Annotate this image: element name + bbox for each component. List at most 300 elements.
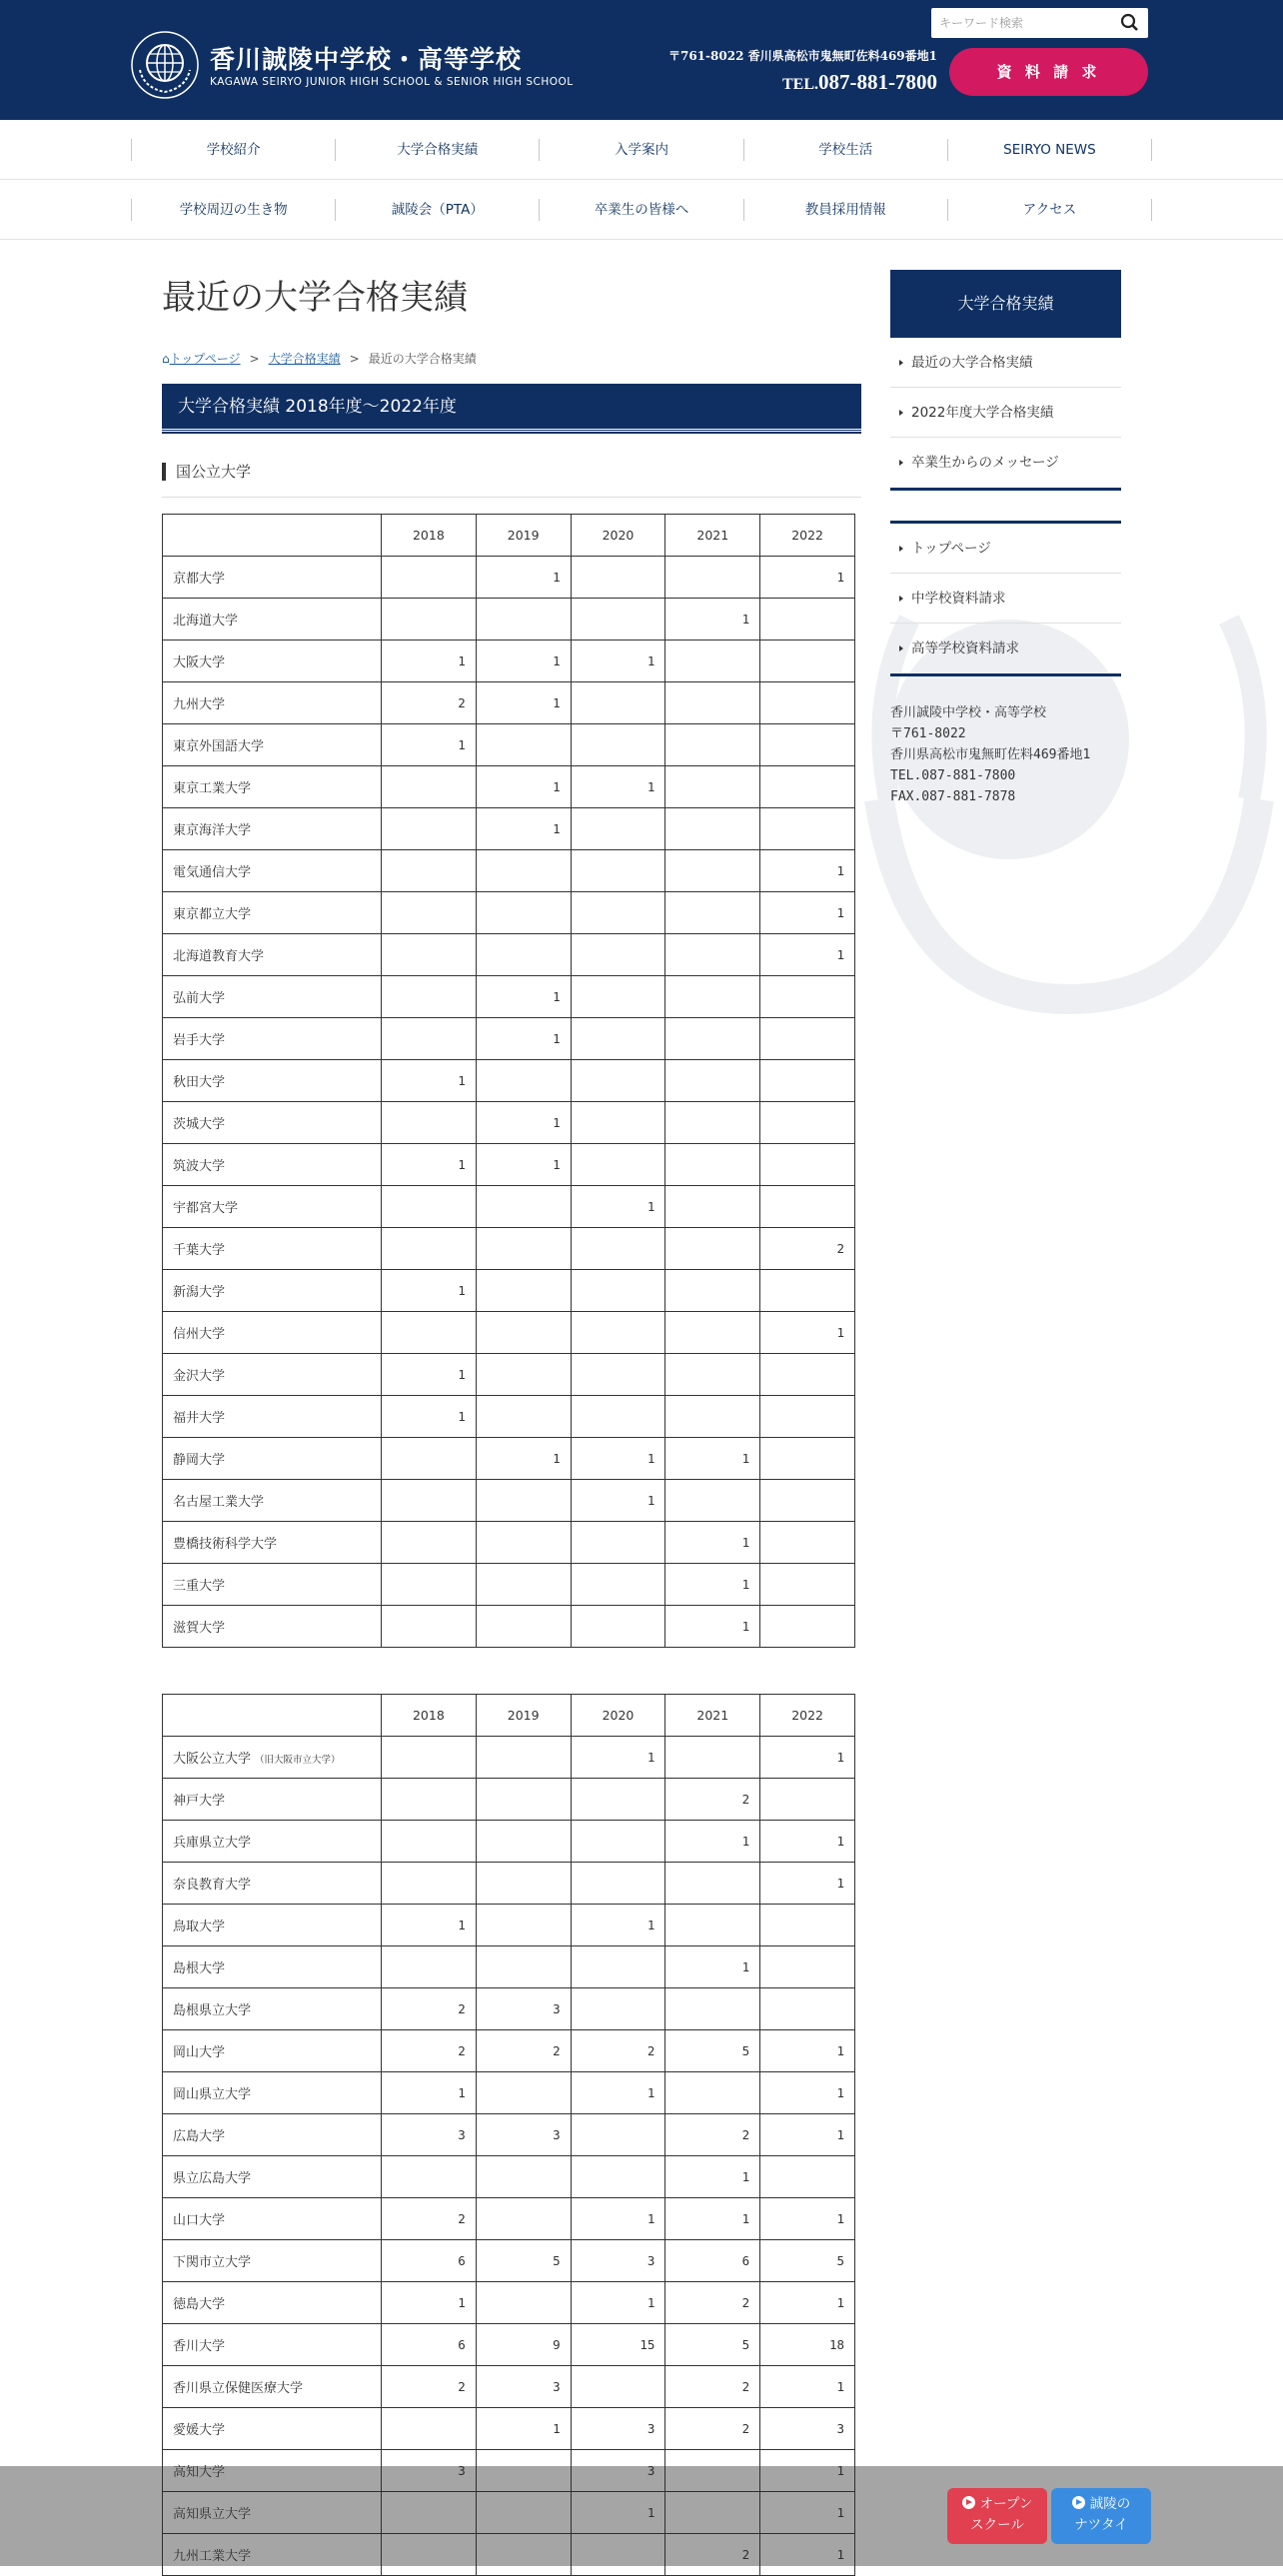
count-cell	[382, 1737, 477, 1779]
university-label: 東京工業大学	[173, 781, 252, 796]
table-row	[163, 2408, 855, 2450]
nav-item-creatures[interactable]: 学校周辺の生き物	[131, 199, 335, 221]
count-cell	[476, 1821, 571, 1863]
table-row	[163, 1312, 855, 1354]
university-label: 東京都立大学	[173, 907, 252, 922]
count-cell	[760, 1060, 855, 1102]
count-cell: 1	[382, 1144, 477, 1186]
count-cell	[382, 1946, 477, 1988]
university-name	[163, 2198, 382, 2240]
count-cell: 1	[571, 1737, 665, 1779]
table-row	[163, 1779, 855, 1821]
search-icon[interactable]	[1112, 8, 1148, 38]
count-cell	[665, 976, 760, 1018]
count-cell	[476, 2156, 571, 2198]
university-label: 大阪大学	[173, 655, 226, 670]
count-cell	[382, 1102, 477, 1144]
count-cell: 2	[665, 2114, 760, 2156]
university-label: 神戸大学	[173, 1794, 226, 1809]
count-cell	[476, 934, 571, 976]
university-label: 東京海洋大学	[173, 823, 252, 838]
nav-item-access[interactable]: アクセス	[947, 199, 1152, 221]
count-cell: 1	[476, 682, 571, 724]
count-cell	[760, 2156, 855, 2198]
count-cell	[476, 1396, 571, 1438]
count-cell: 1	[760, 2450, 855, 2492]
count-cell	[476, 1480, 571, 1522]
count-cell: 1	[760, 2282, 855, 2324]
results-table-2	[162, 1694, 855, 2576]
university-label: 豊橋技術科学大学	[173, 1537, 278, 1552]
university-name	[163, 1060, 382, 1102]
count-cell	[476, 1737, 571, 1779]
count-cell: 1	[476, 808, 571, 850]
table-row	[163, 1018, 855, 1060]
table-row	[163, 2366, 855, 2408]
count-cell: 1	[476, 641, 571, 682]
secondary-nav	[0, 180, 1283, 240]
university-name	[163, 1312, 382, 1354]
university-name	[163, 976, 382, 1018]
count-cell: 2	[476, 2030, 571, 2072]
count-cell	[665, 1270, 760, 1312]
university-name	[163, 641, 382, 682]
count-cell	[571, 2366, 665, 2408]
count-cell: 1	[382, 1905, 477, 1946]
count-cell	[665, 1737, 760, 1779]
count-cell: 3	[571, 2408, 665, 2450]
count-cell	[571, 808, 665, 850]
section-title-bar: 大学合格実績 2018年度～2022年度	[162, 384, 861, 432]
count-cell	[665, 1863, 760, 1905]
count-cell	[760, 1564, 855, 1606]
count-cell: 2	[665, 2282, 760, 2324]
count-cell: 1	[760, 2114, 855, 2156]
university-name	[163, 1779, 382, 1821]
table-row	[163, 1522, 855, 1564]
count-cell: 1	[760, 2366, 855, 2408]
university-label: 北海道大学	[173, 614, 239, 629]
count-cell	[665, 1228, 760, 1270]
count-cell: 1	[571, 1438, 665, 1480]
table-row	[163, 1606, 855, 1648]
count-cell: 1	[571, 1186, 665, 1228]
university-label: 静岡大学	[173, 1453, 226, 1468]
table-row	[163, 1270, 855, 1312]
university-label: 奈良教育大学	[173, 1878, 252, 1893]
count-cell: 1	[571, 1480, 665, 1522]
nav-item-alumni[interactable]: 卒業生の皆様へ	[539, 199, 742, 221]
count-cell: 1	[665, 1438, 760, 1480]
university-name	[163, 934, 382, 976]
count-cell: 1	[476, 1144, 571, 1186]
university-name	[163, 1396, 382, 1438]
count-cell	[760, 1354, 855, 1396]
university-note: （旧大阪市立大学）	[255, 1755, 341, 1766]
info-line: TEL.087-881-7800	[890, 768, 1016, 783]
count-cell	[382, 1186, 477, 1228]
count-cell	[571, 1228, 665, 1270]
count-cell	[571, 557, 665, 599]
count-cell: 3	[476, 2114, 571, 2156]
header-cell-blank	[163, 1695, 382, 1737]
university-label: 兵庫県立大学	[173, 1836, 252, 1851]
table-row	[163, 2156, 855, 2198]
school-emblem-icon[interactable]	[130, 30, 200, 100]
count-cell	[665, 1060, 760, 1102]
main-content	[162, 270, 861, 2564]
play-circle-icon	[1072, 2496, 1085, 2509]
university-name	[163, 1988, 382, 2030]
count-cell	[571, 1312, 665, 1354]
table-row	[163, 2114, 855, 2156]
natsutai-label-1: 誠陵の	[1089, 2496, 1131, 2512]
table-row	[163, 1737, 855, 1779]
university-label: 千葉大学	[173, 1243, 226, 1258]
university-label: 大阪公立大学	[173, 1752, 252, 1767]
count-cell: 3	[476, 2366, 571, 2408]
count-cell	[571, 2156, 665, 2198]
university-name	[163, 1018, 382, 1060]
breadcrumb-parent[interactable]: 大学合格実績	[268, 352, 341, 366]
sidebar-item-2022-results[interactable]: 2022年度大学合格実績	[890, 388, 1121, 438]
count-cell: 2	[571, 2030, 665, 2072]
count-cell: 1	[382, 641, 477, 682]
university-label: 下関市立大学	[173, 2255, 252, 2270]
count-cell: 2	[760, 1228, 855, 1270]
university-name	[163, 1186, 382, 1228]
count-cell	[476, 2282, 571, 2324]
year-header: 2018	[382, 1695, 477, 1737]
count-cell	[665, 1354, 760, 1396]
count-cell	[476, 2072, 571, 2114]
count-cell	[476, 1606, 571, 1648]
count-cell: 1	[571, 641, 665, 682]
table-row	[163, 2240, 855, 2282]
count-cell	[571, 724, 665, 766]
sidebar-item-top[interactable]: トップページ	[890, 524, 1121, 574]
count-cell: 2	[665, 1779, 760, 1821]
school-name[interactable]: 香川誠陵中学校・高等学校	[210, 45, 523, 74]
university-label: 弘前大学	[173, 991, 226, 1006]
count-cell: 1	[760, 2534, 855, 2576]
table-row	[163, 2324, 855, 2366]
table-row	[163, 599, 855, 641]
count-cell: 1	[382, 1396, 477, 1438]
natsutai-button[interactable]	[1051, 2488, 1151, 2544]
count-cell	[571, 682, 665, 724]
count-cell: 1	[571, 2282, 665, 2324]
search-input[interactable]	[931, 8, 1111, 38]
count-cell	[665, 1905, 760, 1946]
table-row	[163, 1396, 855, 1438]
table-row	[163, 1821, 855, 1863]
count-cell	[571, 1102, 665, 1144]
breadcrumb-current: 最近の大学合格実績	[368, 352, 477, 366]
count-cell: 1	[760, 892, 855, 934]
open-school-label-2: スクール	[970, 2517, 1024, 2533]
nav-item-seiryo-news[interactable]: SEIRYO NEWS	[947, 139, 1152, 161]
count-cell: 1	[571, 2072, 665, 2114]
count-cell	[665, 1186, 760, 1228]
university-label: 岩手大学	[173, 1033, 226, 1048]
count-cell	[665, 808, 760, 850]
count-cell: 1	[760, 850, 855, 892]
sidebar-item-recent-results[interactable]: 最近の大学合格実績	[890, 338, 1121, 388]
count-cell	[382, 599, 477, 641]
university-name	[163, 1270, 382, 1312]
count-cell	[665, 682, 760, 724]
count-cell: 1	[476, 557, 571, 599]
count-cell	[571, 2114, 665, 2156]
count-cell	[760, 1018, 855, 1060]
university-label: 三重大学	[173, 1579, 226, 1594]
university-name	[163, 892, 382, 934]
university-label: 鳥取大学	[173, 1920, 226, 1934]
count-cell	[571, 1354, 665, 1396]
count-cell	[665, 557, 760, 599]
table-row	[163, 892, 855, 934]
university-label: 愛媛大学	[173, 2423, 226, 2438]
university-label: 宇都宮大学	[173, 1201, 239, 1216]
count-cell	[760, 766, 855, 808]
count-cell	[760, 808, 855, 850]
count-cell	[760, 724, 855, 766]
play-circle-icon	[962, 2496, 975, 2509]
university-label: 岡山県立大学	[173, 2087, 252, 2102]
sidebar-item-hs-request[interactable]: 高等学校資料請求	[890, 624, 1121, 673]
count-cell: 1	[476, 766, 571, 808]
university-label: 広島大学	[173, 2129, 226, 2144]
table-row	[163, 2030, 855, 2072]
school-name-en: KAGAWA SEIRYO JUNIOR HIGH SCHOOL & SENIOR HIGH SCHOOL	[210, 76, 574, 88]
count-cell: 3	[382, 2114, 477, 2156]
count-cell	[476, 1228, 571, 1270]
count-cell: 1	[665, 1564, 760, 1606]
count-cell	[760, 682, 855, 724]
count-cell	[382, 1228, 477, 1270]
university-name	[163, 2324, 382, 2366]
count-cell	[382, 1438, 477, 1480]
university-name	[163, 2366, 382, 2408]
count-cell	[571, 1946, 665, 1988]
university-name	[163, 1863, 382, 1905]
table-header-row	[163, 515, 855, 557]
university-name	[163, 1354, 382, 1396]
university-label: 香川大学	[173, 2339, 226, 2354]
count-cell: 1	[382, 1270, 477, 1312]
nav-item-school-life[interactable]: 学校生活	[743, 139, 947, 161]
nav-item-recruitment[interactable]: 教員採用情報	[743, 199, 947, 221]
count-cell: 1	[571, 2198, 665, 2240]
university-label: 滋賀大学	[173, 1621, 226, 1636]
count-cell: 5	[665, 2324, 760, 2366]
breadcrumb-separator: >	[349, 352, 360, 366]
sidebar-item-jhs-request[interactable]: 中学校資料請求	[890, 574, 1121, 624]
count-cell: 9	[476, 2324, 571, 2366]
count-cell: 5	[665, 2030, 760, 2072]
count-cell: 6	[382, 2324, 477, 2366]
nav-item-university-results[interactable]: 大学合格実績	[335, 139, 539, 161]
count-cell	[571, 599, 665, 641]
count-cell	[476, 1946, 571, 1988]
count-cell	[382, 2156, 477, 2198]
count-cell: 1	[760, 2030, 855, 2072]
count-cell	[571, 1779, 665, 1821]
count-cell: 1	[476, 1018, 571, 1060]
site-header	[0, 0, 1283, 120]
count-cell	[760, 1779, 855, 1821]
count-cell: 1	[665, 1522, 760, 1564]
university-label: 徳島大学	[173, 2297, 226, 2312]
count-cell	[382, 1821, 477, 1863]
table-row	[163, 808, 855, 850]
count-cell	[571, 850, 665, 892]
count-cell	[571, 1270, 665, 1312]
count-cell	[571, 1522, 665, 1564]
count-cell: 2	[665, 2408, 760, 2450]
count-cell	[382, 1564, 477, 1606]
count-cell	[476, 1060, 571, 1102]
year-header: 2018	[382, 515, 477, 557]
count-cell: 1	[665, 1946, 760, 1988]
count-cell	[760, 1396, 855, 1438]
search-box	[931, 8, 1148, 38]
count-cell	[382, 1863, 477, 1905]
count-cell: 3	[760, 2408, 855, 2450]
count-cell	[382, 1522, 477, 1564]
count-cell	[382, 850, 477, 892]
count-cell: 1	[476, 2408, 571, 2450]
count-cell	[665, 1312, 760, 1354]
university-name	[163, 850, 382, 892]
breadcrumb	[162, 350, 477, 367]
count-cell: 3	[382, 2450, 477, 2492]
count-cell	[571, 1018, 665, 1060]
page-title: 最近の大学合格実績	[162, 278, 468, 318]
count-cell	[571, 1606, 665, 1648]
table-row	[163, 2072, 855, 2114]
count-cell	[760, 976, 855, 1018]
home-icon[interactable]: ⌂	[162, 352, 170, 366]
university-label: 電気通信大学	[173, 865, 252, 880]
tel-prefix: TEL.	[781, 76, 818, 93]
university-label: 高知県立大学	[173, 2507, 252, 2522]
university-name	[163, 2408, 382, 2450]
university-name	[163, 599, 382, 641]
count-cell: 15	[571, 2324, 665, 2366]
count-cell: 1	[571, 766, 665, 808]
university-label: 名古屋工業大学	[173, 1495, 265, 1510]
natsutai-label-2: ナツタイ	[1074, 2517, 1128, 2533]
count-cell	[760, 1270, 855, 1312]
school-info	[890, 702, 1121, 807]
count-cell	[760, 1144, 855, 1186]
count-cell	[476, 1905, 571, 1946]
count-cell	[665, 1396, 760, 1438]
open-school-label-1: オープン	[979, 2496, 1033, 2512]
count-cell	[665, 724, 760, 766]
nav-item-pta[interactable]: 誠陵会（PTA）	[335, 199, 539, 221]
nav-item-admission[interactable]: 入学案内	[539, 139, 742, 161]
count-cell: 1	[760, 1737, 855, 1779]
count-cell	[571, 1863, 665, 1905]
count-cell	[476, 599, 571, 641]
count-cell	[665, 641, 760, 682]
table-row	[163, 1186, 855, 1228]
count-cell	[760, 1946, 855, 1988]
count-cell: 2	[382, 1988, 477, 2030]
year-header: 2020	[571, 515, 665, 557]
university-label: 県立広島大学	[173, 2171, 252, 2186]
count-cell: 1	[476, 1438, 571, 1480]
nav-item-school-intro[interactable]: 学校紹介	[131, 139, 335, 161]
university-label: 高知大学	[173, 2465, 226, 2480]
university-name	[163, 1438, 382, 1480]
table-row	[163, 1946, 855, 1988]
university-label: 福井大学	[173, 1411, 226, 1426]
table-row	[163, 766, 855, 808]
university-name	[163, 1606, 382, 1648]
header-address: 〒761-8022 香川県高松市鬼無町佐料469番地1	[667, 49, 937, 63]
count-cell	[571, 1988, 665, 2030]
university-name	[163, 1737, 382, 1779]
count-cell	[760, 599, 855, 641]
request-materials-button[interactable]: 資 料 請 求	[949, 48, 1148, 96]
university-label: 信州大学	[173, 1327, 226, 1342]
count-cell: 1	[476, 976, 571, 1018]
table-row	[163, 1228, 855, 1270]
breadcrumb-home[interactable]: トップページ	[169, 352, 241, 366]
university-label: 新潟大学	[173, 1285, 226, 1300]
count-cell: 1	[665, 1821, 760, 1863]
count-cell: 1	[382, 1354, 477, 1396]
university-label: 九州大学	[173, 697, 226, 712]
count-cell: 1	[760, 1821, 855, 1863]
university-name	[163, 2156, 382, 2198]
sidebar-item-alumni-message[interactable]: 卒業生からのメッセージ	[890, 438, 1121, 488]
count-cell	[665, 850, 760, 892]
count-cell: 1	[571, 1905, 665, 1946]
table-row	[163, 1905, 855, 1946]
primary-nav	[0, 120, 1283, 180]
count-cell: 1	[665, 1606, 760, 1648]
university-label: 山口大学	[173, 2213, 226, 2228]
table-row	[163, 1438, 855, 1480]
count-cell	[382, 2408, 477, 2450]
count-cell	[476, 1312, 571, 1354]
count-cell: 5	[476, 2240, 571, 2282]
university-name	[163, 1821, 382, 1863]
count-cell	[665, 934, 760, 976]
count-cell	[571, 1396, 665, 1438]
count-cell	[665, 2072, 760, 2114]
university-label: 筑波大学	[173, 1159, 226, 1174]
count-cell	[665, 1988, 760, 2030]
university-name	[163, 2114, 382, 2156]
table-row	[163, 1480, 855, 1522]
university-name	[163, 1228, 382, 1270]
breadcrumb-separator: >	[249, 352, 260, 366]
count-cell	[571, 1060, 665, 1102]
count-cell	[476, 1564, 571, 1606]
tel-number: 087-881-7800	[818, 70, 937, 94]
info-line: 香川県高松市鬼無町佐料469番地1	[890, 747, 1091, 762]
count-cell	[760, 1522, 855, 1564]
count-cell	[760, 641, 855, 682]
university-name	[163, 2072, 382, 2114]
open-school-button[interactable]	[947, 2488, 1047, 2544]
